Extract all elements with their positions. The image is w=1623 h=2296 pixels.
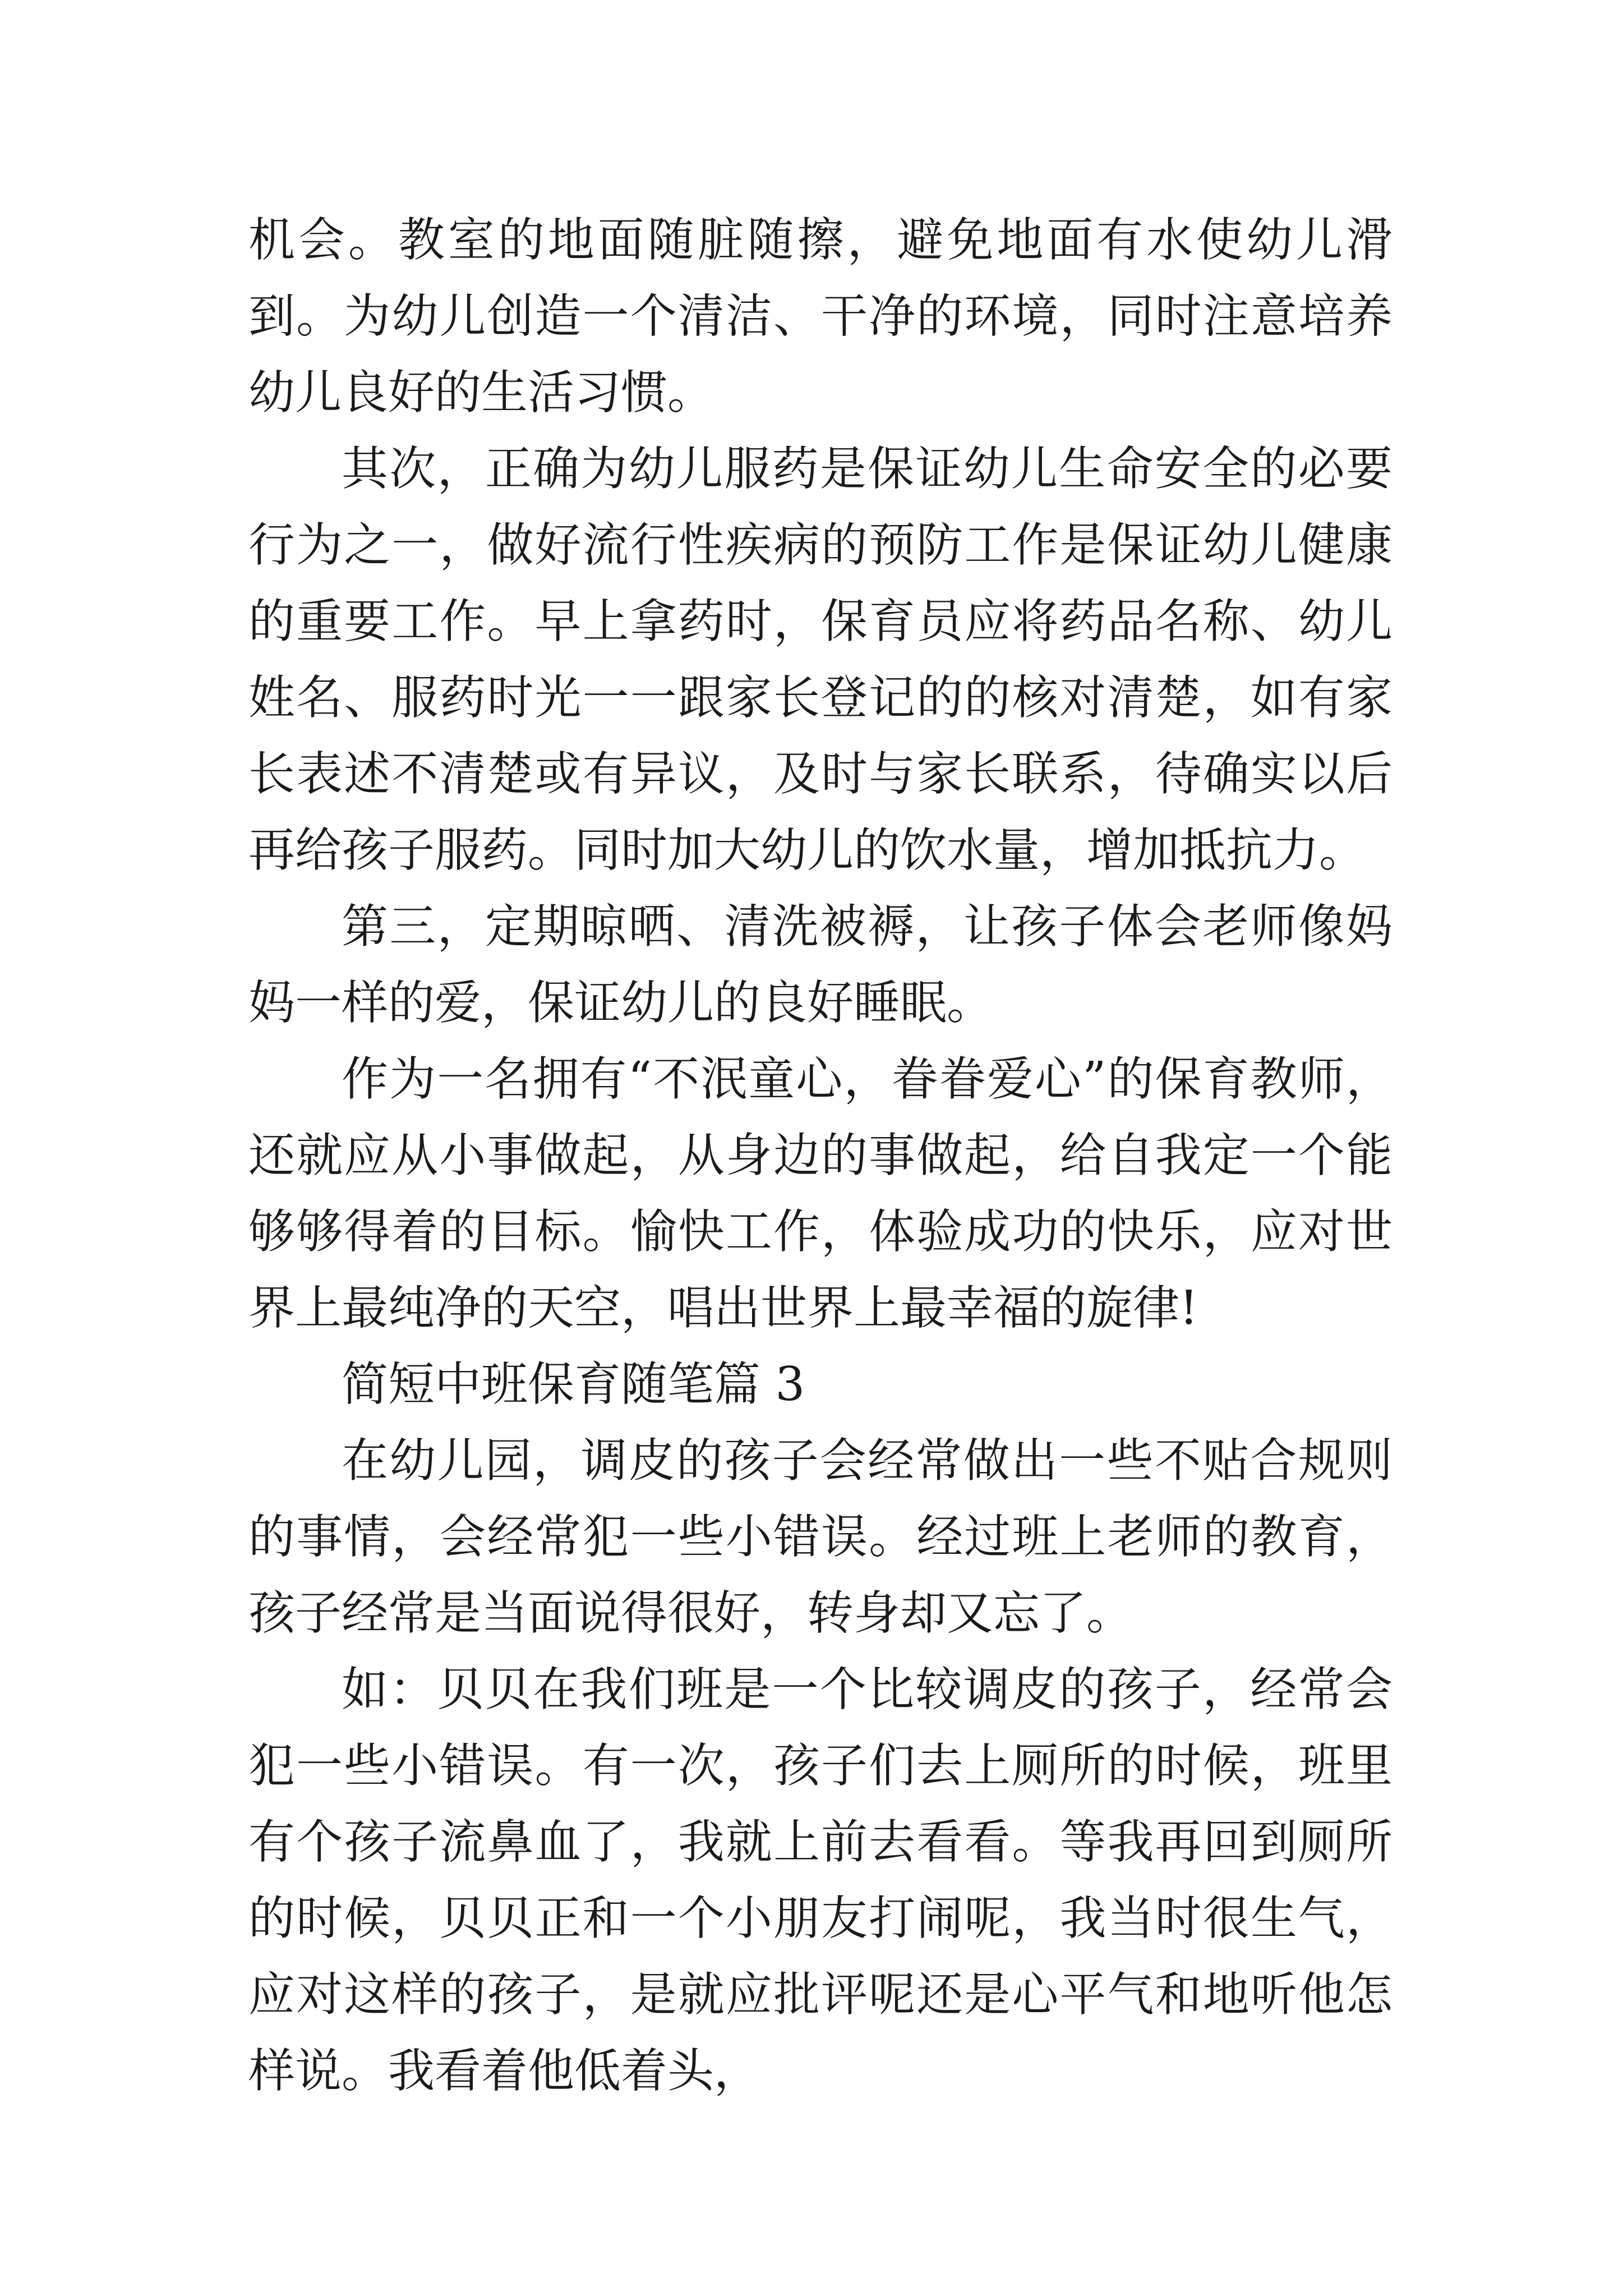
section-heading: 简短中班保育随笔篇 3	[342, 1357, 805, 1411]
paragraph-1: 机会。教室的地面随脏随擦，避免地面有水使幼儿滑到。为幼儿创造一个清洁、干净的环境，同时注意培养幼儿良好的生活习惯。	[248, 213, 1393, 420]
document-body	[248, 202, 1393, 2109]
paragraph-4: 作为一名拥有“不泯童心，眷眷爱心”的保育教师，还就应从小事做起，从身边的事做起，给自我定一个能够够得着的目标。愉快工作，体验成功的快乐，应对世界上最纯净的天空，唱出世界上最幸福的旋律!	[248, 1052, 1393, 1335]
paragraph-3: 第三，定期晾晒、清洗被褥，让孩子体会老师像妈妈一样的爱，保证幼儿的良好睡眠。	[248, 899, 1393, 1030]
paragraph-2: 其次，正确为幼儿服药是保证幼儿生命安全的必要行为之一，做好流行性疾病的预防工作是保证幼儿健康的重要工作。早上拿药时，保育员应将药品名称、幼儿姓名、服药时光一一跟家长登记的的核对清楚，如有家长表述不清楚或有异议，及时与家长联系，待确实以后再给孩子服药。同时加大幼儿的饮水量，增加抵抗力。	[248, 441, 1393, 877]
paragraph-6: 如：贝贝在我们班是一个比较调皮的孩子，经常会犯一些小错误。有一次，孩子们去上厕所的时候，班里有个孩子流鼻血了，我就上前去看看。等我再回到厕所的时候，贝贝正和一个小朋友打闹呢，我当时很生气，应对这样的孩子，是就应批评呢还是心平气和地听他怎样说。我看着他低着头，	[248, 1662, 1393, 2098]
paragraph-5: 在幼儿园，调皮的孩子会经常做出一些不贴合规则的事情，会经常犯一些小错误。经过班上老师的教育，孩子经常是当面说得很好，转身却又忘了。	[248, 1433, 1393, 1640]
